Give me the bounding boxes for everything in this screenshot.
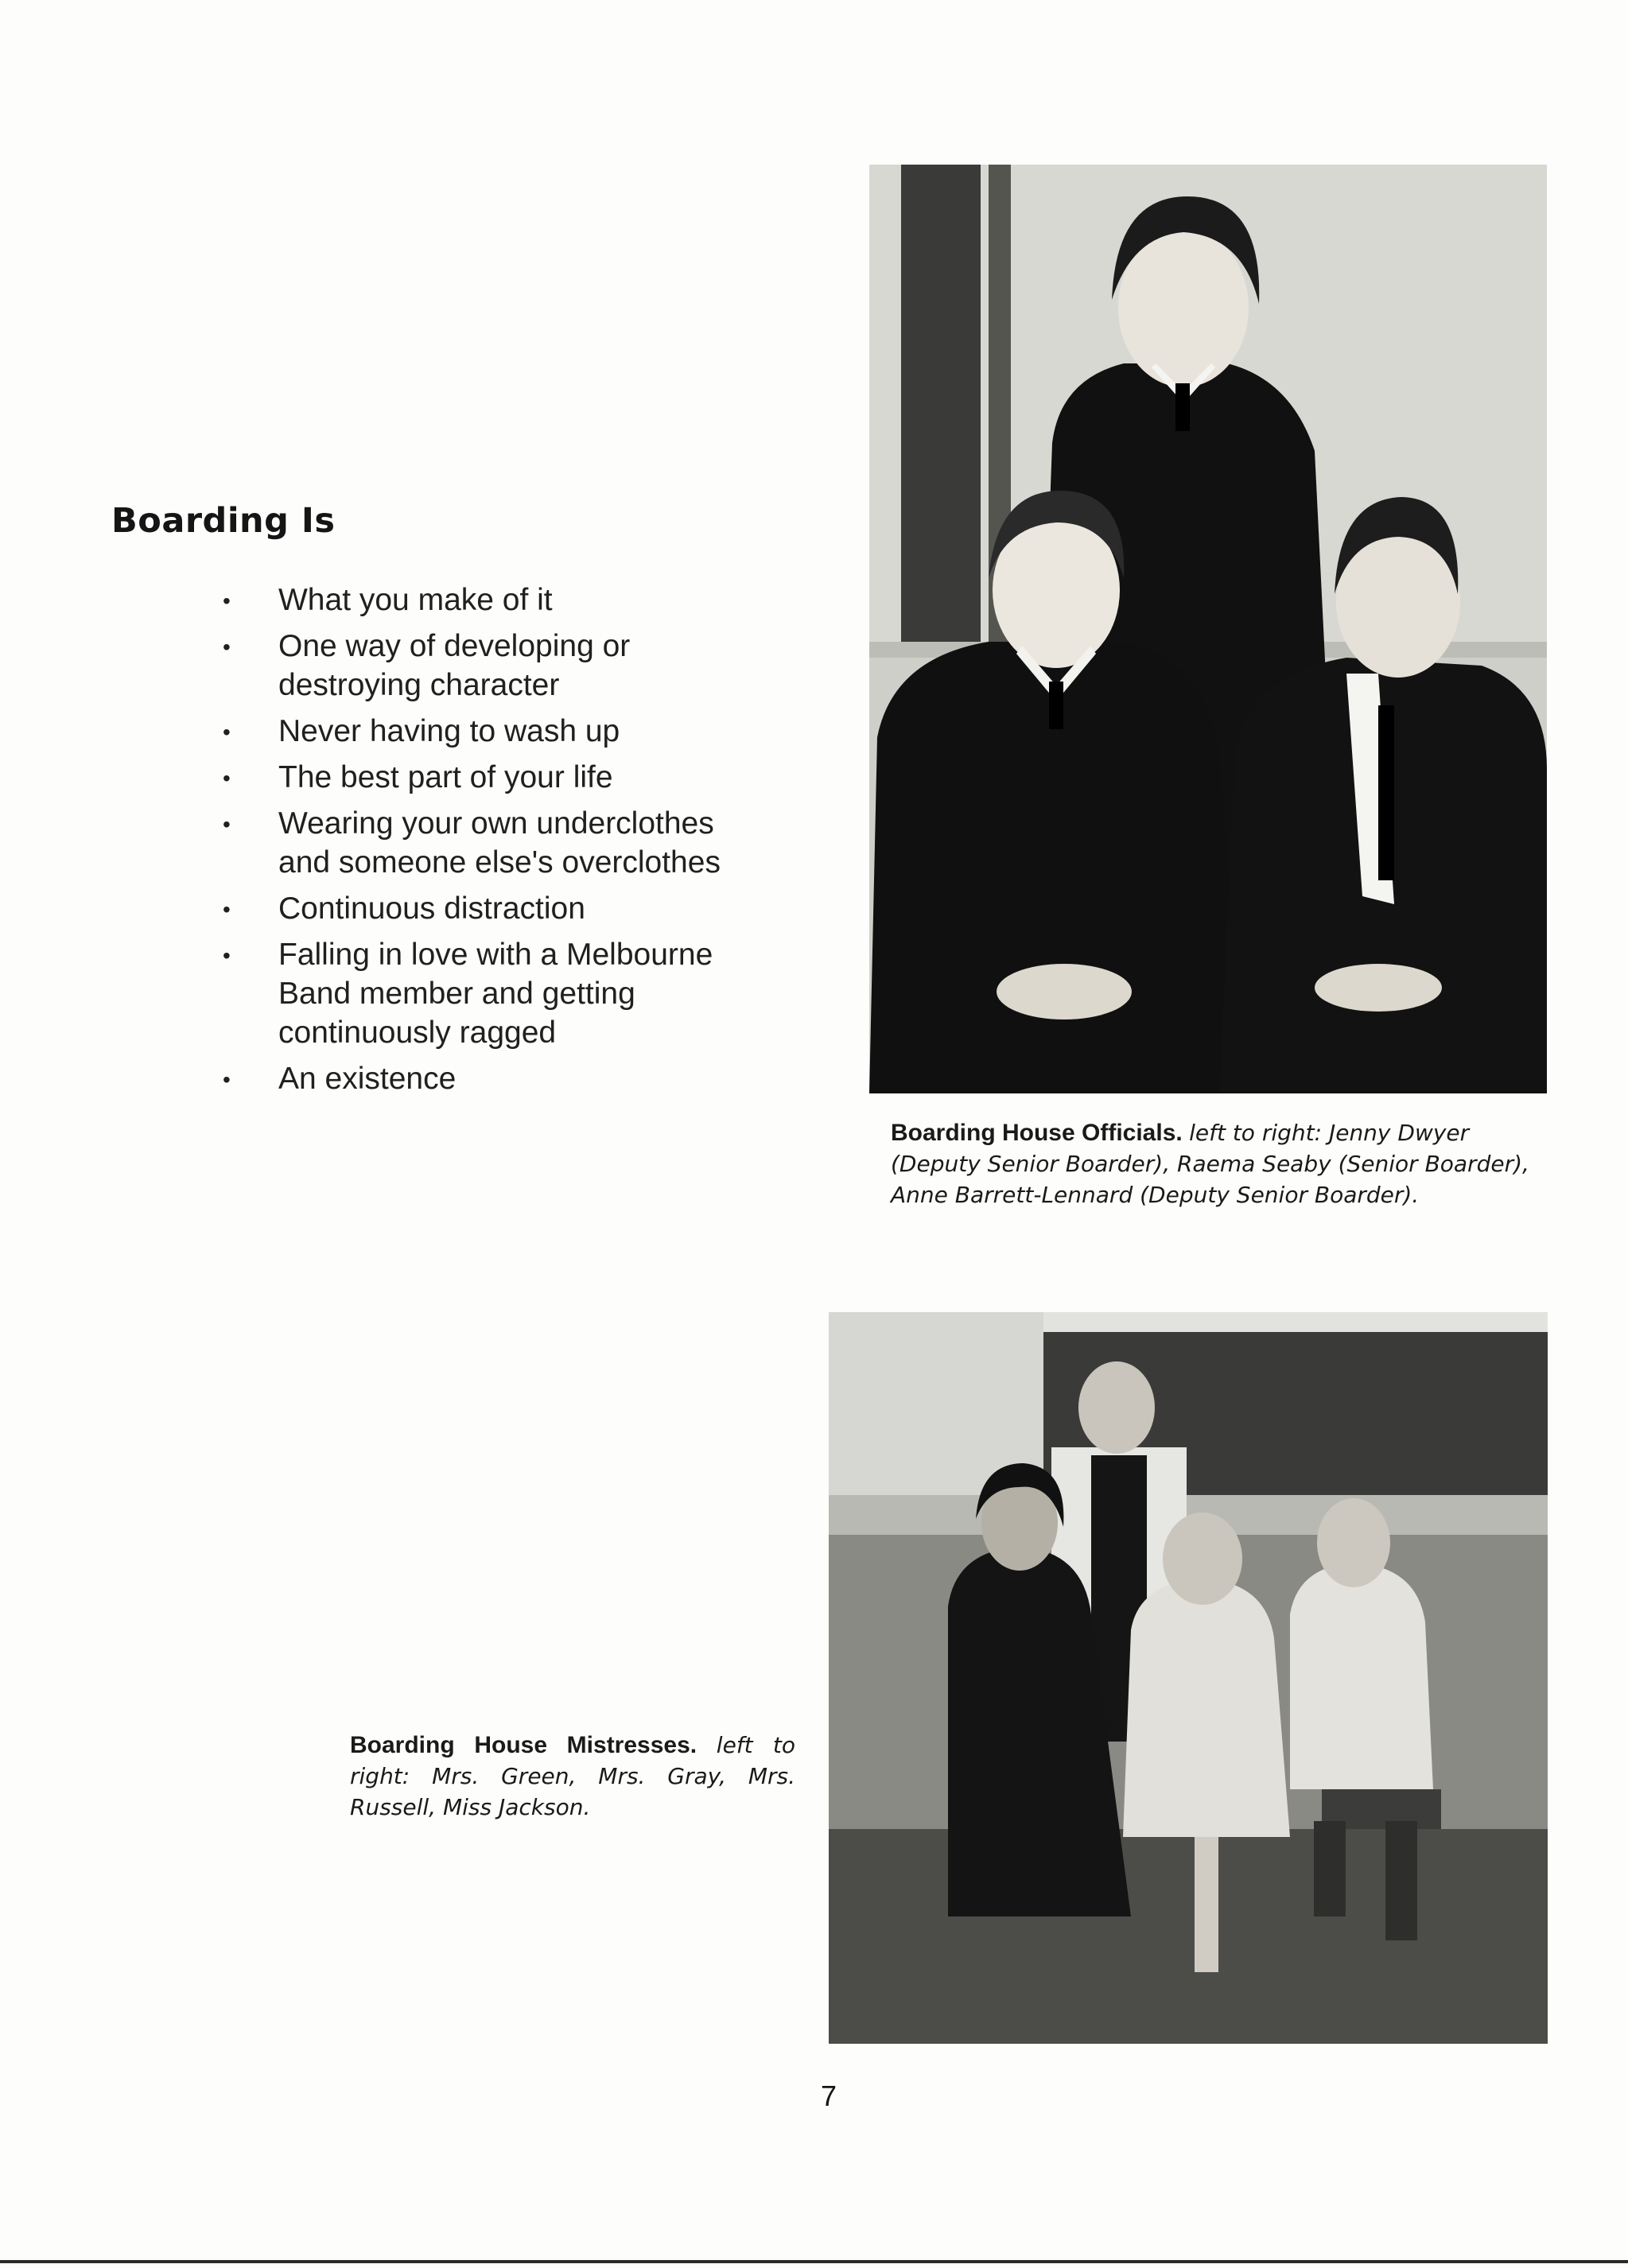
mistresses-caption xyxy=(350,1730,795,1823)
bullet-item: • One way of developing or destroying character xyxy=(223,627,763,705)
page-number: 7 xyxy=(821,2080,837,2112)
bullet-item: • Continuous distraction xyxy=(223,889,763,928)
officials-caption xyxy=(891,1117,1543,1210)
bullet-item: • Never having to wash up xyxy=(223,712,763,751)
officials-photo xyxy=(869,165,1547,1093)
caption-body: left to right: Mrs. Green, Mrs. Gray, Mrs. Russell, Miss Jackson. xyxy=(350,1732,795,1820)
mistresses-photo xyxy=(829,1312,1548,2044)
bullet-item: • The best part of your life xyxy=(223,758,763,797)
bullet-item: • Wearing your own underclothes and someone else's overclothes xyxy=(223,804,763,882)
bullet-item: • An existence xyxy=(223,1059,763,1098)
page-edge-rule xyxy=(0,2260,1628,2263)
bullet-list xyxy=(223,581,763,1105)
caption-lead: Boarding House Mistresses. xyxy=(350,1732,697,1758)
caption-body: left to right: Jenny Dwyer (Deputy Senior Boarder), Raema Seaby (Senior Boarder), Anne Barrett-Lennard (Deputy Senior Boarder). xyxy=(891,1120,1529,1208)
bullet-item: • Falling in love with a Melbourne Band member and getting continuously ragged xyxy=(223,935,763,1052)
caption-lead: Boarding House Officials. xyxy=(891,1120,1183,1146)
page-heading: Boarding Is xyxy=(111,501,336,541)
bullet-item: • What you make of it xyxy=(223,581,763,619)
